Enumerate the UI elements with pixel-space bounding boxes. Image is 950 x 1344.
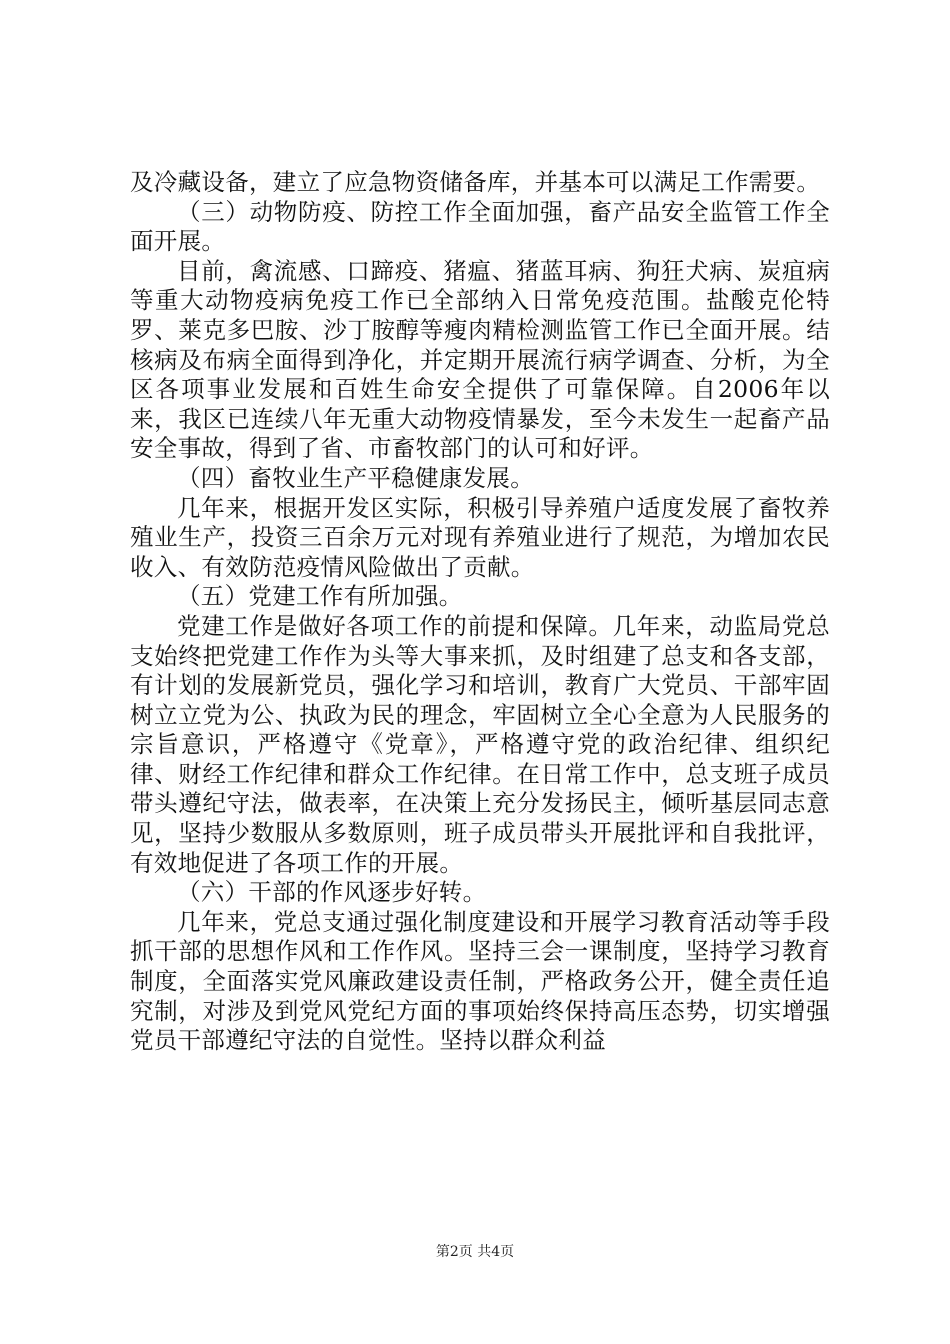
document-body: [130, 168, 830, 1056]
heading-section-4: （四）畜牧业生产平稳健康发展。: [177, 463, 534, 492]
paragraph-cold-storage: 及冷藏设备，建立了应急物资储备库，并基本可以满足工作需要。: [130, 168, 821, 196]
paragraph-disease-control: 目前，禽流感、口蹄疫、猪瘟、猪蓝耳病、狗狂犬病、炭疽病等重大动物疫病免疫工作已全部纳入日常免疫范围。盐酸克伦特罗、莱克多巴胺、沙丁胺醇等瘦肉精检测监管工作已全面开展。结核病及布病全面得到净化，并定期开展流行病学调查、分析，为全区各项事业发展和百姓生命安全提供了可靠保障。自2006年以来，我区已连续八年无重大动物疫情暴发，至今未发生一起畜产品安全事故，得到了省、市畜牧部门的认可和好评。: [130, 256, 830, 463]
paragraph-cadre-style: 几年来，党总支通过强化制度建设和开展学习教育活动等手段抓干部的思想作风和工作作风。坚持三会一课制度，坚持学习教育制度，全面落实党风廉政建设责任制，严格政务公开，健全责任追究制，对涉及到党风党纪方面的事项始终保持高压态势，切实增强党员干部遵纪守法的自觉性。坚持以群众利益: [130, 907, 830, 1055]
heading-section-3: （三）动物防疫、防控工作全面加强，畜产品安全监管工作全面开展。: [130, 197, 830, 256]
heading-section-5: （五）党建工作有所加强。: [177, 582, 463, 611]
page-number-footer: 第2页 共4页: [435, 1244, 515, 1260]
paragraph-livestock-production: 几年来，根据开发区实际，积极引导养殖户适度发展了畜牧养殖业生产，投资三百余万元对现有养殖业进行了规范，为增加农民收入、有效防范疫情风险做出了贡献。: [130, 493, 830, 581]
paragraph-party-building: 党建工作是做好各项工作的前提和保障。几年来，动监局党总支始终把党建工作作为头等大事来抓，及时组建了总支和各支部，有计划的发展新党员，强化学习和培训，教育广大党员、干部牢固树立立党为公、执政为民的理念，牢固树立全心全意为人民服务的宗旨意识，严格遵守《党章》，严格遵守党的政治纪律、组织纪律、财经工作纪律和群众工作纪律。在日常工作中，总支班子成员带头遵纪守法，做表率，在决策上充分发扬民主，倾听基层同志意见，坚持少数服从多数原则，班子成员带头开展批评和自我批评，有效地促进了各项工作的开展。: [130, 611, 830, 877]
heading-section-6: （六）干部的作风逐步好转。: [177, 878, 487, 907]
